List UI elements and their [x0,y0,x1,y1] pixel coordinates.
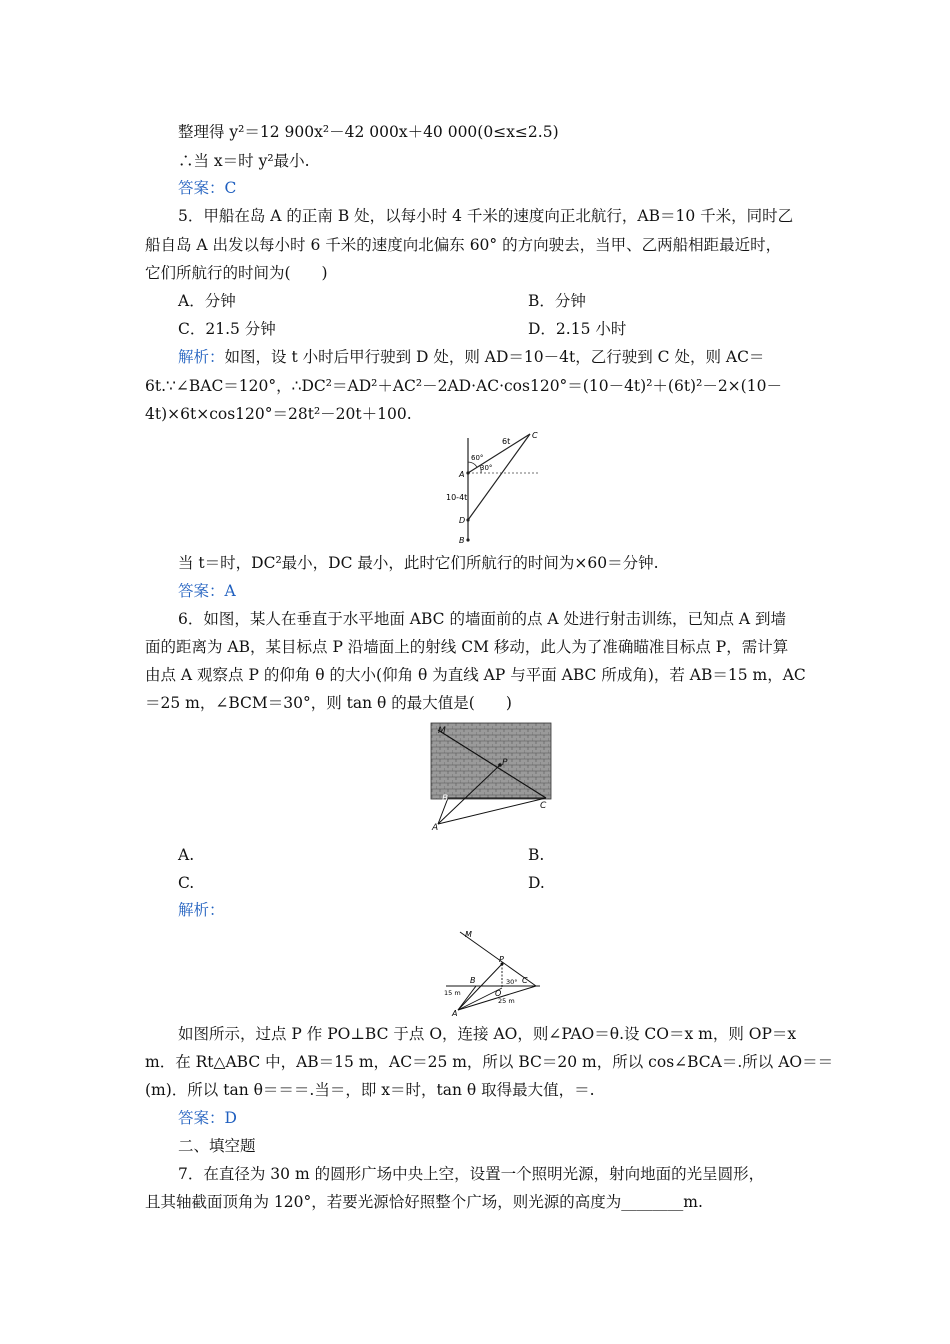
question-7-text: 7．在直径为 30 m 的圆形广场中央上空，设置一个照明光源，射向地面的光呈圆形， [178,1165,765,1183]
label-m: M [438,726,446,736]
option-d: D. [528,874,545,892]
label-60: 60° [471,454,484,462]
label-a: A [432,823,439,832]
question-5-text: 船自岛 A 出发以每小时 6 千米的速度向北偏东 60° 的方向驶去，当甲、乙两船相距最近时， [145,236,782,254]
label-p: P [499,955,504,964]
section-heading: 二、填空题 [178,1137,256,1155]
label-a: A [459,470,465,479]
solution-6-line: (m)．所以 tan θ＝＝＝.当＝，即 x＝时，tan θ 取得最大值，＝. [145,1081,595,1099]
question-6-text: 面的距离为 AB，某目标点 P 沿墙面上的射线 CM 移动，此人为了准确瞄准目标点 P，需计算 [145,638,789,656]
solution-5-line: 6t.∵∠BAC＝120°，∴DC²＝AD²＋AC²－2AD·AC·cos120°＝(10－4t)²＋(6t)²－2×(10－ [145,377,782,395]
option-c: C．21.5 分钟 [178,320,276,338]
figure-solution-6 [440,926,545,1018]
derivation-line: 整理得 y²＝12 900x²－42 000x＋40 000(0≤x≤2.5) [178,123,559,141]
option-b: B．分钟 [528,292,586,310]
option-c: C. [178,874,195,892]
label-c: C [532,431,538,440]
option-a: A．分钟 [178,292,236,310]
label-25m: 25 m [498,997,515,1005]
question-6-text: ＝25 m，∠BCM＝30°，则 tan θ 的最大值是( ) [145,694,512,712]
label-30: 30° [506,978,518,986]
solution-6-line: 如图所示，过点 P 作 PO⊥BC 于点 O，连接 AO，则∠PAO＝θ.设 CO＝x m，则 OP＝x [178,1025,797,1043]
answer-4: 答案：C [178,179,237,197]
answer-5: 答案：A [178,582,236,600]
solution-label: 解析： [178,348,225,366]
solution-text: 如图，设 t 小时后甲行驶到 D 处，则 AD＝10－4t，乙行驶到 C 处，则 AC＝ [224,348,765,366]
label-b: B [442,794,449,804]
solution-label: 解析： [178,901,225,919]
solution-5-line: 4t)×6t×cos120°＝28t²－20t＋100. [145,405,412,423]
option-b: B. [528,846,545,864]
label-b: B [459,536,465,545]
label-15m: 15 m [444,989,461,997]
label-o: O [495,989,502,998]
figure-wall [428,720,558,832]
question-6-text: 6．如图，某人在垂直于水平地面 ABC 的墙面前的点 A 处进行射击训练，已知点 A 到墙 [178,610,787,628]
derivation-line: ∴当 x＝时 y²最小. [178,152,310,170]
label-c: C [540,801,547,811]
label-a: A [452,1009,458,1018]
label-m: M [465,930,472,939]
question-5-text: 它们所航行的时间为( ) [145,264,328,282]
question-6-text: 由点 A 观察点 P 的仰角 θ 的大小(仰角 θ 为直线 AP 与平面 ABC 所成角)，若 AB＝15 m，AC [145,666,806,684]
answer-6: 答案：D [178,1109,237,1127]
option-d: D．2.15 小时 [528,320,627,338]
label-10-4t: 10-4t [446,493,468,502]
solution-5-line: 当 t＝时，DC²最小，DC 最小，此时它们所航行的时间为×60＝分钟. [178,554,659,572]
figure-ships [440,428,550,546]
label-c: C [522,976,528,985]
label-d: D [459,516,466,525]
label-30: 30° [480,464,493,472]
label-p: P [502,758,508,768]
question-5-text: 5．甲船在岛 A 的正南 B 处，以每小时 4 千米的速度向正北航行，AB＝10 千米，同时乙 [178,207,794,225]
label-b: B [470,976,476,985]
option-a: A. [178,846,195,864]
label-6t: 6t [502,437,511,446]
question-7-text: 且其轴截面顶角为 120°，若要光源恰好照整个广场，则光源的高度为________m. [145,1193,703,1211]
solution-5-line [178,347,764,367]
solution-6-line: m．在 Rt△ABC 中，AB＝15 m，AC＝25 m，所以 BC＝20 m，所以 cos∠BCA＝.所以 AO＝＝ [145,1053,834,1071]
